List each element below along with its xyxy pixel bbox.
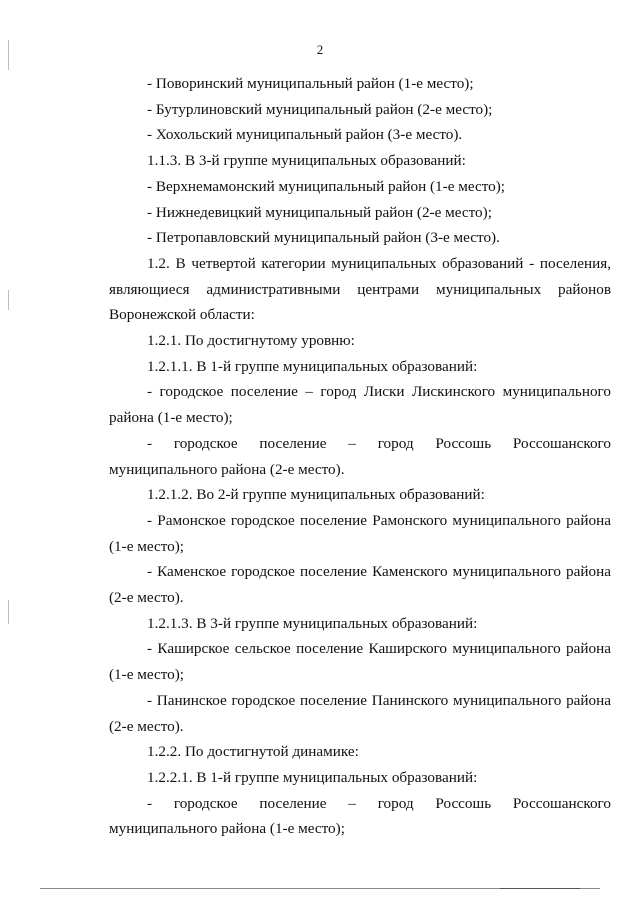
list-item: - Нижнедевицкий муниципальный район (2-е место); (147, 203, 492, 221)
list-item: - Каширское сельское поселение Каширского муниципального района (1-е место); (109, 640, 611, 684)
list-item: - Рамонское городское поселение Рамонского муниципального района (1-е место); (109, 511, 611, 555)
page-number: 2 (316, 42, 324, 57)
list-item: - городское поселение – город Лиски Лискинского муниципального района (1-е место); (109, 383, 611, 427)
list-item: - городское поселение – город Россошь Россошанского муниципального района (2-е место). (109, 434, 611, 478)
list-item: - Бутурлиновский муниципальный район (2-е место); (147, 100, 493, 118)
footer-rule-accent (500, 888, 580, 889)
section-heading: 1.2.1.3. В 3-й группе муниципальных образований: (147, 614, 478, 632)
list-item: - Каменское городское поселение Каменского муниципального района (2-е место). (109, 563, 611, 607)
section-heading: 1.1.3. В 3-й группе муниципальных образований: (147, 152, 466, 170)
section-heading: 1.2.1.2. Во 2-й группе муниципальных образований: (147, 486, 485, 504)
list-item: - Верхнемамонский муниципальный район (1-е место); (147, 177, 506, 195)
section-heading: 1.2.1.1. В 1-й группе муниципальных образований: (147, 357, 478, 375)
section-paragraph: 1.2. В четвертой категории муниципальных образований - поселения, являющиеся административными центрами муниципальных районов Воронежской области: (109, 254, 611, 324)
scan-margin-mark (8, 290, 9, 310)
list-item: - Петропавловский муниципальный район (3-е место). (147, 229, 500, 247)
list-item: - Панинское городское поселение Панинского муниципального района (2-е место). (109, 691, 611, 735)
section-heading: 1.2.2.1. В 1-й группе муниципальных образований: (147, 768, 478, 786)
section-heading: 1.2.1. По достигнутому уровню: (147, 332, 355, 350)
list-item: - Поворинский муниципальный район (1-е место); (147, 75, 474, 92)
section-heading: 1.2.2. По достигнутой динамике: (147, 743, 359, 761)
document-body (109, 71, 611, 842)
list-item: - Хохольский муниципальный район (3-е место). (147, 126, 463, 144)
list-item: - городское поселение – город Россошь Россошанского муниципального района (1-е место); (109, 794, 611, 838)
scan-margin-mark (8, 40, 9, 70)
scan-margin-mark (8, 600, 9, 624)
